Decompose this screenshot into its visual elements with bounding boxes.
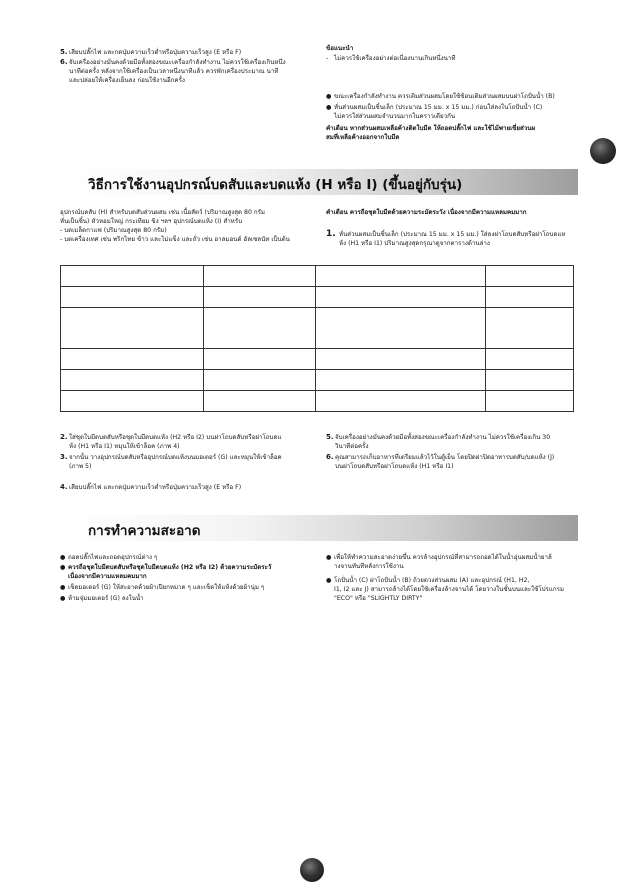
quantity-table — [60, 265, 574, 412]
tip-bullet-2: ● หั่นส่วนผสมเป็นชิ้นเล็ก (ประมาณ 15 มม. x 15 มม.) ก่อนใส่ลงในโถปั่นน้ำ (C) ไม่ควรใส่ส่วนผสมจำนวนมากในคราวเดียวกัน — [326, 104, 543, 120]
cleaning-left-4: ● ห้ามจุ่มมอเตอร์ (G) ลงในน้ำ — [60, 595, 144, 602]
page-circle-marker — [300, 858, 324, 882]
tips-title: ข้อแนะนำ — [326, 45, 354, 52]
section-title-chopper: วิธีการใช้งานอุปกรณ์บดสับและบดแห้ง (H หรือ I) (ขึ้นอยู่กับรุ่น) — [88, 177, 463, 193]
chopper-intro: อุปกรณ์บดสับ (H) สำหรับบดสับส่วนผสม เช่น เนื้อสัตว์ (ปริมาณสูงสุด 80 กรัม หั่นเป็นชิ้น) หัวหอมใหญ่ กระเทียม ขิง ฯลฯ อุปกรณ์บดแห้ง (I) สำหรับ - บดเมล็ดกาแฟ (ปริมาณสูงสุด 80 กรัม) - บดเครื่องเทศ เช่น พริกไทย ข้าว และไม่แข็ง และถั่ว เช่น อาลมอนด์ ฮัลเซลนัท เป็นต้น — [60, 209, 290, 243]
table-row — [61, 308, 574, 349]
side-tab-circle — [590, 138, 616, 164]
tip-dash: - ไม่ควรใช้เครื่องอย่างต่อเนื่องนานเกินหนึ่งนาที — [326, 55, 456, 62]
section-title-cleaning: การทำความสะอาด — [88, 523, 201, 539]
chopper-step-3: 3. จากนั้น วางอุปกรณ์บดสับหรืออุปกรณ์บดแห้งบนมอเตอร์ (G) และหมุนให้เข้าล็อค (ภาพ 5) — [60, 453, 282, 470]
cleaning-right-2: ● โถปั่นน้ำ (C) ฝาโถปั่นน้ำ (B) ถ้วยตวงส่วนผสม (A) และอุปกรณ์ (H1, H2, I1, I2 และ J) สามารถล้างได้โดยใช้เครื่องล้างจานได้ โดยวางในชั้นบนและใช้โปรแกรม "ECO" หรือ "SLIGHTLY DIRTY" — [326, 577, 565, 602]
chopper-warning: คำเตือน ควรถือชุดใบมีดด้วยความระมัดระวัง เนื่องจากมีความแหลมคมมาก — [326, 209, 527, 216]
tip-bullet-1: ● ขณะเครื่องกำลังทำงาน ควรเติมส่วนผสมโดยใช้ช้อนเติมส่วนผสมบนฝาโถปั่นน้ำ (B) — [326, 93, 555, 100]
chopper-step-6: 6. คุณสามารถเก็บอาหารที่เตรียมแล้วไว้ในตู้เย็น โดยปิดฝาปิดอาหารบดสับ/บดแห้ง (J) บนฝาโถบดสับหรือฝาโถบดแห้ง (H1 หรือ I1) — [326, 453, 555, 470]
chopper-step-5: 5. จับเครื่องอย่างมั่นคงด้วยมือทั้งสองขณะเครื่องกำลังทำงาน ไม่ควรใช้เครื่องเกิน 30 วินาทีต่อครั้ง — [326, 433, 551, 450]
section-banner-chopper — [62, 169, 578, 195]
chopper-step-1: 1. หั่นส่วนผสมเป็นชิ้นเล็ก (ประมาณ 15 มม. x 15 มม.) ใส่ลงฝาโถบดสับหรือฝาโถบดแห ห้ง (H1 หรือ I1) ปริมาณสูงสุดกรุณาดูจากตารางด้านล่าง — [326, 229, 566, 247]
warning-top: คำเตือน หากส่วนผสมเหลือค้างติดใบมีด ให้ถอดปลั๊กไฟ และใช้ไม้พายเขี่ยส่วนผ สมที่เหลือค้างออกจากใบมีด — [326, 125, 536, 141]
section-banner-cleaning — [62, 515, 578, 541]
table-row — [61, 349, 574, 370]
cleaning-left-2: ● ควรถือชุดใบมีดบดสับหรือชุดใบมีดบดแห้ง (H2 หรือ I2) ด้วยความระมัดระวั เนื่องจากมีความแหลมคมมาก — [60, 564, 272, 580]
table-row — [61, 391, 574, 412]
cleaning-left-3: ● เช็ดมอเตอร์ (G) ให้สะอาดด้วยผ้าเปียกหมาด ๆ และเช็ดให้แห้งด้วยผ้านุ่ม ๆ — [60, 584, 265, 591]
chopper-step-4: 4. เสียบปลั๊กไฟ และกดปุ่มความเร็วต่ำหรือปุ่มความเร็วสูง (E หรือ F) — [60, 483, 242, 491]
step-5-top: 5. เสียบปลั๊กไฟ และกดปุ่มความเร็วต่ำหรือปุ่มความเร็วสูง (E หรือ F) — [60, 48, 242, 56]
table-row — [61, 370, 574, 391]
cleaning-left-1: ● ถอดปลั๊กไฟและถอดอุปกรณ์ต่าง ๆ — [60, 554, 158, 561]
table-row — [61, 287, 574, 308]
chopper-step-2: 2. ใส่ชุดใบมีดบดสับหรือชุดใบมีดบดแห้ง (H2 หรือ I2) บนฝาโถบดสับหรือฝาโถบดแ ห้ง (H1 หรือ I1) หมุนให้เข้าล็อค (ภาพ 4) — [60, 433, 282, 450]
step-6-top: 6. จับเครื่องอย่างมั่นคงด้วยมือทั้งสองขณะเครื่องกำลังทำงาน ไม่ควรใช้เครื่องเกินหนึ่ง นาทีต่อครั้ง หลังจากใช้เครื่องเป็นเวลาหนึ่งนาทีแล้ว ควรพักเครื่องประมาณ นาที และปล่อยให้เครื่องเย็นลง ก่อนใช้งานอีกครั้ง — [60, 58, 286, 84]
table-row — [61, 266, 574, 287]
cleaning-right-1: ● เพื่อให้ทำความสะอาดง่ายขึ้น ควรล้างอุปกรณ์ที่สามารถถอดได้ในน้ำอุ่นผสมน้ำยาล้ างจานทันทีหลังการใช้งาน — [326, 554, 552, 570]
